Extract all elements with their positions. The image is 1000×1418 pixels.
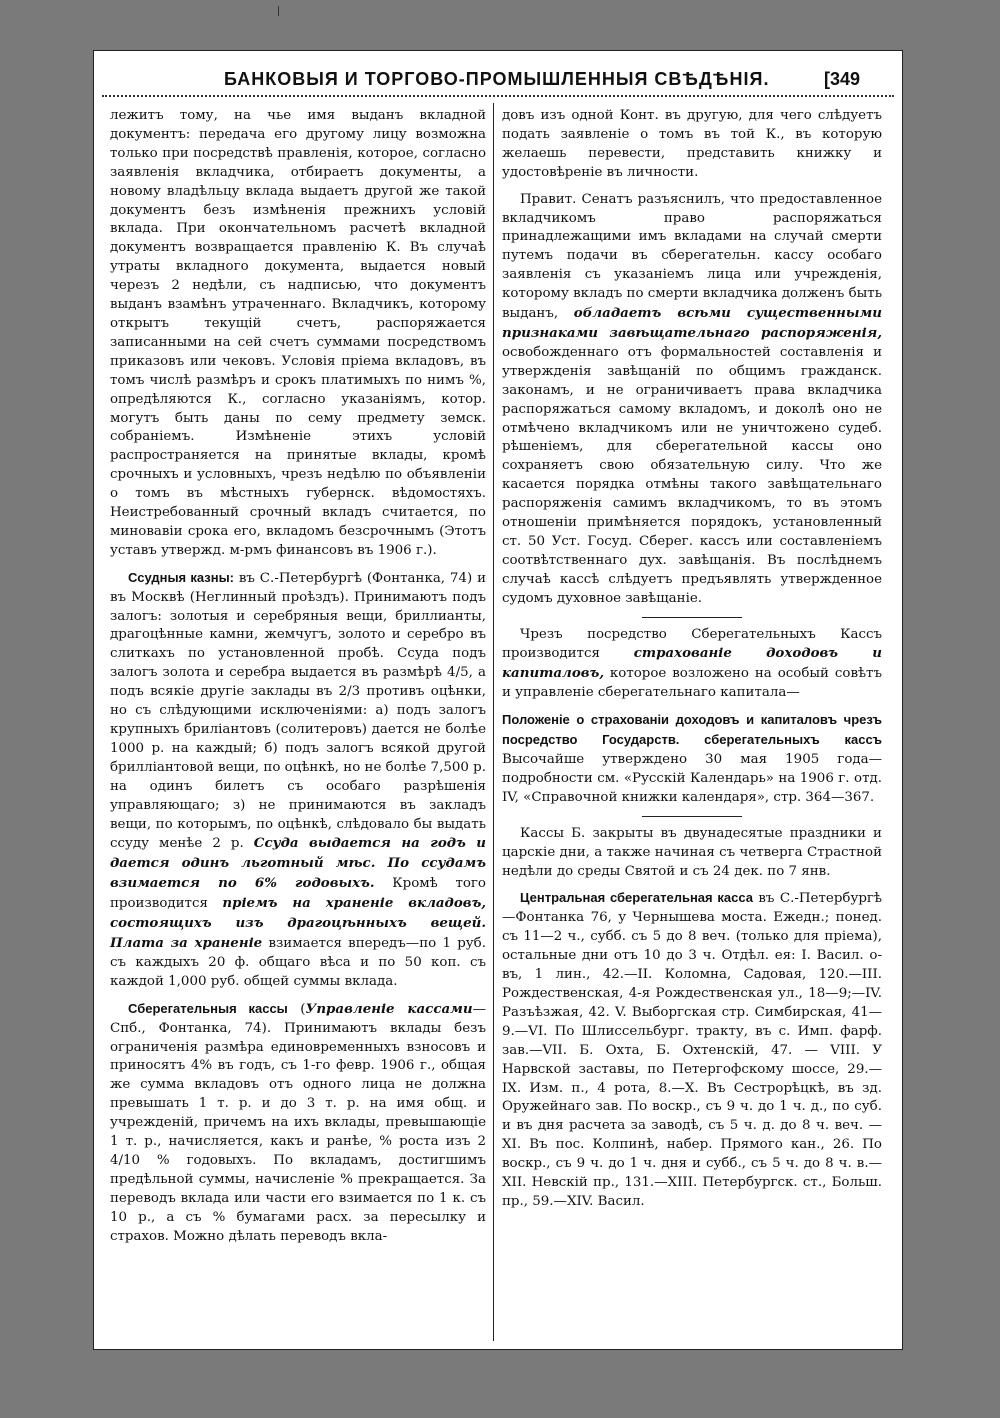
paragraph-insurance: Чрезъ посредство Сберегательныхъ Кассъ производится страхованіе доходовъ и капиталовъ, которое возложено на особый совѣтъ и управленіе сберегательнаго капитала—	[502, 626, 882, 701]
page-number: [349	[823, 69, 860, 89]
column-divider	[493, 103, 494, 1341]
section-rule	[642, 617, 742, 618]
section-rule-2	[642, 816, 742, 817]
paragraph-savings-banks: Сберегательныя кассы (Управленіе кассами—Спб., Фонтанка, 74). Принимаютъ вклады безъ ограниченія размѣра единовременныхъ взносовъ и приносятъ 4% въ годъ, съ 1-го февр. 1906 г., общая же сумма вкладовъ отъ одного лица не должна превышать 1 т. р. и до 3 т. р. на имя общ. и учрежденій, причемъ на ихъ вклады, превышающіе 1 т. р., начисляется, какъ и ранѣе, % роста изъ 2 4/10 % годовыхъ. По вкладамъ, достигшимъ предѣльной суммы, начисленіе % прекращается. За переводъ вклада или части его взимается по 1 к. съ 10 р., а съ % бумагами расх. за пересылку и страхов. Можно дѣлать переводъ вкла-	[110, 1000, 487, 1244]
section-lead-regulation: Положеніе о страхованіи доходовъ и капиталовъ чрезъ посредство Государств. сберегательныхъ кассъ	[502, 712, 882, 748]
paragraph-transfer: довъ изъ одной Конт. въ другую, для чего слѣдуетъ подать заявленіе о томъ въ той К., въ которую желаешь перевести, представить книжку и удостовѣреніе въ личности.	[502, 108, 882, 180]
section-lead-central-bank: Центральная сберегательная касса	[520, 890, 753, 906]
section-lead-loan-offices: Ссудныя казны:	[128, 569, 235, 585]
paragraph-central-bank: Центральная сберегательная касса въ С.-Петербургѣ—Фонтанка 76, у Чернышева моста. Ежедн.; понед. съ 11—2 ч., субб. съ 5 до 8 веч. (только для пріема), остальные дни отъ 10 до 3 ч. Отдѣл. ея: I. Васил. о-въ, 1 лин., 42.—II. Коломна, Садовая, 120.—III. Рождественская, 4-я Рождественская ул., 18—9;—IV. Разъѣзжая, 42. V. Выборгская стр. Симбирская, 41—9.—VI. По Шлиссельбург. тракту, въ с. Имп. фарф. зав.—VII. Б. Охта, Б. Охтенскій, 47. — VIII. У Нарвской заставы, по Петергофскому шоссе, 29.—IX. Изм. п., 4 рота, 8.—X. Въ Сестрорѣцкѣ, въ зд. Оружейнаго зав. По воскр., съ 9 ч. до 1 ч. д., по суб. и въ дня расчета за заводѣ, съ 5 ч. д. до 8 ч. веч. — XI. Въ пос. Колпинѣ, набер. Прямого кан., 26. По воскр., съ 9 ч. до 1 ч. дня и субб., съ 5 ч. до 8 ч. в.—XII. Невскій пр., 131.—XIII. Петербургск. ст., Больш. пр., 59.—XIV. Васил.	[502, 890, 882, 1209]
page-sheet	[93, 50, 903, 1350]
paragraph-regulation: Положеніе о страхованіи доходовъ и капиталовъ чрезъ посредство Государств. сберегательныхъ кассъ Высочайше утверждено 30 мая 1905 года—подробности см. «Русскій Календарь» на 1906 г. отд. IV, «Справочной книжки календаря», стр. 364—367.	[502, 712, 882, 805]
margin-tick	[278, 6, 279, 16]
paragraph-holidays: Кассы Б. закрыты въ двунадесятые праздники и царскіе дни, а также начиная съ четверга Страстной недѣли до среды Святой и съ 24 дек. по 7 янв.	[502, 825, 882, 879]
right-column	[502, 107, 882, 1220]
header-rule	[102, 95, 894, 97]
page-header	[94, 65, 902, 95]
running-title: БАНКОВЫЯ И ТОРГОВО-ПРОМЫШЛЕННЫЯ СВѢДѢНІЯ.	[224, 69, 770, 89]
paragraph-senate: Правит. Сенатъ разъяснилъ, что предоставленное вкладчикомъ право распоряжаться принадлежащими имъ вкладами на случай смерти путемъ подачи въ сберегательн. кассу особаго заявленія съ указаніемъ лица или учрежденія, которому вкладъ по смерти вкладчика долженъ быть выданъ, обладаетъ всѣми существенными признаками завѣщательнаго распоряженія, освобожденнаго отъ формальностей составленія и утвержденія завѣщаній по общимъ гражданск. законамъ, и не ограничиваетъ права вкладчика распоряжаться самому вкладомъ, и доколѣ оно не отмѣчено вкладчикомъ или не уничтожено судеб. рѣшеніемъ, для сберегательной кассы оно сохраняетъ свою обязательную силу. Что же касается порядка отмѣны такого завѣщательнаго распоряженія самимъ вкладчикомъ, то въ этомъ отношеніи примѣняется порядокъ, установленный ст. 50 Уст. Госуд. Сберег. кассъ или составленіемъ соотвѣтственнаго дух. завѣщанія. Въ послѣднемъ случаѣ кассѣ слѣдуетъ предъявлять утвержденное судомъ духовное завѣщаніе.	[502, 191, 882, 606]
left-column	[110, 107, 486, 1254]
paragraph-deposit-document: лежитъ тому, на чье имя выданъ вкладной документъ: передача его другому лицу возможна только при посредствѣ правленія, которое, согласно заявленія вкладчика, отбираетъ документы, а новому владѣльцу вклада выдаетъ другой же такой документъ безъ измѣненія прежнихъ условій вклада. При окончательномъ расчетѣ вкладной документъ возвращается правленію К. Въ случаѣ утраты вкладного документа, выдается новый черезъ 2 недѣли, съ надписью, что документъ выданъ взамѣнъ утраченнаго. Вкладчикъ, которому открытъ текущій счетъ, распоряжается записанными на сей счетъ суммами посредствомъ приказовъ или чековъ. Условія пріема вкладовъ, въ томъ числѣ размѣръ и срокъ платимыхъ по нимъ %, опредѣляются К., согласно указаніямъ, котор. могутъ быть даны по сему предмету земск. собраніемъ. Измѣненіе этихъ условій распространяется на принятые вклады, кромѣ срочныхъ и условныхъ, чрезъ недѣлю по объявленіи о томъ въ мѣстныхъ губернск. вѣдомостяхъ. Неистребованный срочный вкладъ считается, по миновавіи срока его, вкладомъ безсрочнымъ (Этотъ уставъ утвержд. м-рмъ финансовъ въ 1906 г.).	[110, 108, 486, 558]
paragraph-loan-offices: Ссудныя казны: въ С.-Петербургѣ (Фонтанка, 74) и въ Москвѣ (Неглинный проѣздъ). Принимаютъ подъ залогъ: золотыя и серебряныя вещи, бриллианты, драгоцѣнные камни, жемчугъ, золото и серебро въ слиткахъ по установленной пробѣ. Ссуда подъ залогъ золота и серебра выдается въ размѣрѣ 4/5, а подъ всякіе другіе заклады въ 2/3 противъ оцѣнки, но съ слѣдующими исключеніями: а) подъ залогъ крупныхъ бриліантовъ (солитеровъ) дается не болѣе 1000 р. на каждый; б) подъ залогъ всякой другой бриллiантовой вещи, по оцѣнкѣ, но не болѣе 7,500 р. на одинъ билетъ съ особаго разрѣшенія управляющаго; з) не принимаются въ закладъ вещи, по которымъ, по оцѣнкѣ, слѣдовало бы выдать ссуду менѣе 2 р. Ссуда выдается на годъ и дается одинъ льготный мѣс. По ссудамъ взимается по 6% годовыхъ. Кромѣ того производится пріемъ на храненіе вкладовъ, состоящихъ изъ драгоцѣнныхъ вещей. Плата за храненіе взимается впередъ—по 1 руб. съ каждыхъ 20 ф. общаго вѣса и по 50 коп. съ каждой 1,000 руб. общей суммы вклада.	[110, 569, 486, 989]
section-lead-savings-banks: Сберегательныя кассы	[128, 1000, 288, 1016]
